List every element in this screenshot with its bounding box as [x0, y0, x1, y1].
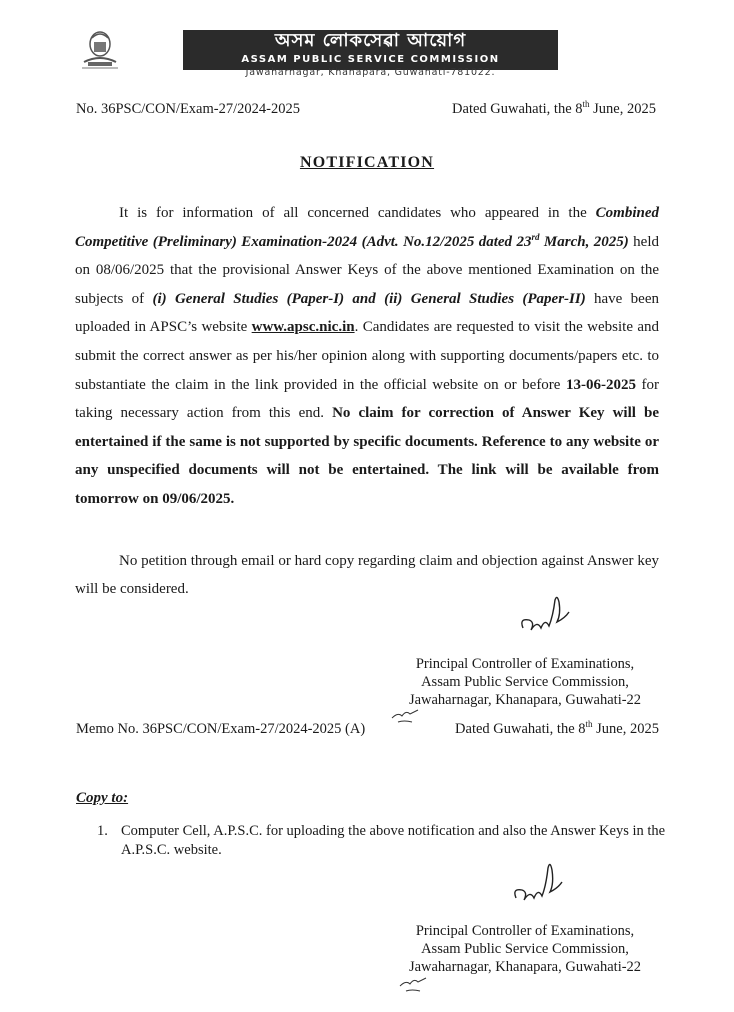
notification-note-paragraph: No petition through email or hard copy regarding claim and objection against Answer key will be considered. — [75, 553, 659, 597]
memo-date: Dated Guwahati, the 8th June, 2025 — [455, 719, 659, 737]
signatory-title: Principal Controller of Examinations, — [415, 923, 635, 939]
reference-number: No. 36PSC/CON/Exam-27/2024-2025 — [76, 101, 300, 117]
signatory-block — [380, 922, 670, 976]
initials-icon — [398, 974, 428, 994]
memo-number: Memo No. 36PSC/CON/Exam-27/2024-2025 (A) — [76, 721, 366, 737]
website-link[interactable]: www.apsc.nic.in — [251, 319, 355, 336]
reference-date: Dated Guwahati, the 8th June, 2025 — [452, 99, 656, 117]
signatory-block — [380, 655, 670, 709]
list-item-text: Computer Cell, A.P.S.C. for uploading the above notification and also the Answer Keys in the A.P.S.C. website. — [121, 823, 666, 858]
letterhead-bengali-name: অসম লোকসেৱা আয়োগ — [274, 30, 467, 51]
list-item — [97, 822, 667, 860]
notification-title: NOTIFICATION — [299, 154, 435, 171]
list-item-number: 1. — [97, 823, 108, 839]
signatory-address: Jawaharnagar, Khanapara, Guwahati-22 — [408, 959, 642, 975]
state-emblem-icon — [76, 28, 124, 72]
initials-icon — [390, 706, 420, 724]
signatory-organisation: Assam Public Service Commission, — [421, 674, 629, 690]
signatory-title: Principal Controller of Examinations, — [415, 656, 635, 672]
copy-to-heading: Copy to: — [76, 790, 129, 806]
signatory-organisation: Assam Public Service Commission, — [421, 941, 629, 957]
letterhead-address: Jawaharnagar, Khanapara, Guwahati-781022. — [245, 67, 496, 78]
letterhead-english-name: ASSAM PUBLIC SERVICE COMMISSION — [241, 54, 500, 65]
signature-icon — [508, 858, 568, 910]
notification-body-paragraph: It is for information of all concerned candidates who appeared in the Combined Competitive (Preliminary) Examination-2024 (Advt. No.12/2025 dated 23rd March, 2025) held on 08/06/2025 that the provisional Answer Keys of the above mentioned Examination on the subjects of (i) General Studies (Paper-I) and (ii) General Studies (Paper-II) have been uploaded in APSC’s website www.apsc.nic.in. Candidates are requested to visit the website and submit the correct answer as per his/her opinion along with supporting documents/papers etc. to substantiate the claim in the link provided in the official website on or before 13-06-2025 for taking necessary action from this end. No claim for correction of Answer Key will be entertained if the same is not supported by specific documents. Reference to any website or any unspecified documents will not be entertained. The link will be available from tomorrow on 09/06/2025. — [75, 205, 660, 507]
copy-to-list — [97, 822, 667, 860]
signatory-address: Jawaharnagar, Khanapara, Guwahati-22 — [408, 692, 642, 708]
signature-icon — [515, 592, 575, 640]
